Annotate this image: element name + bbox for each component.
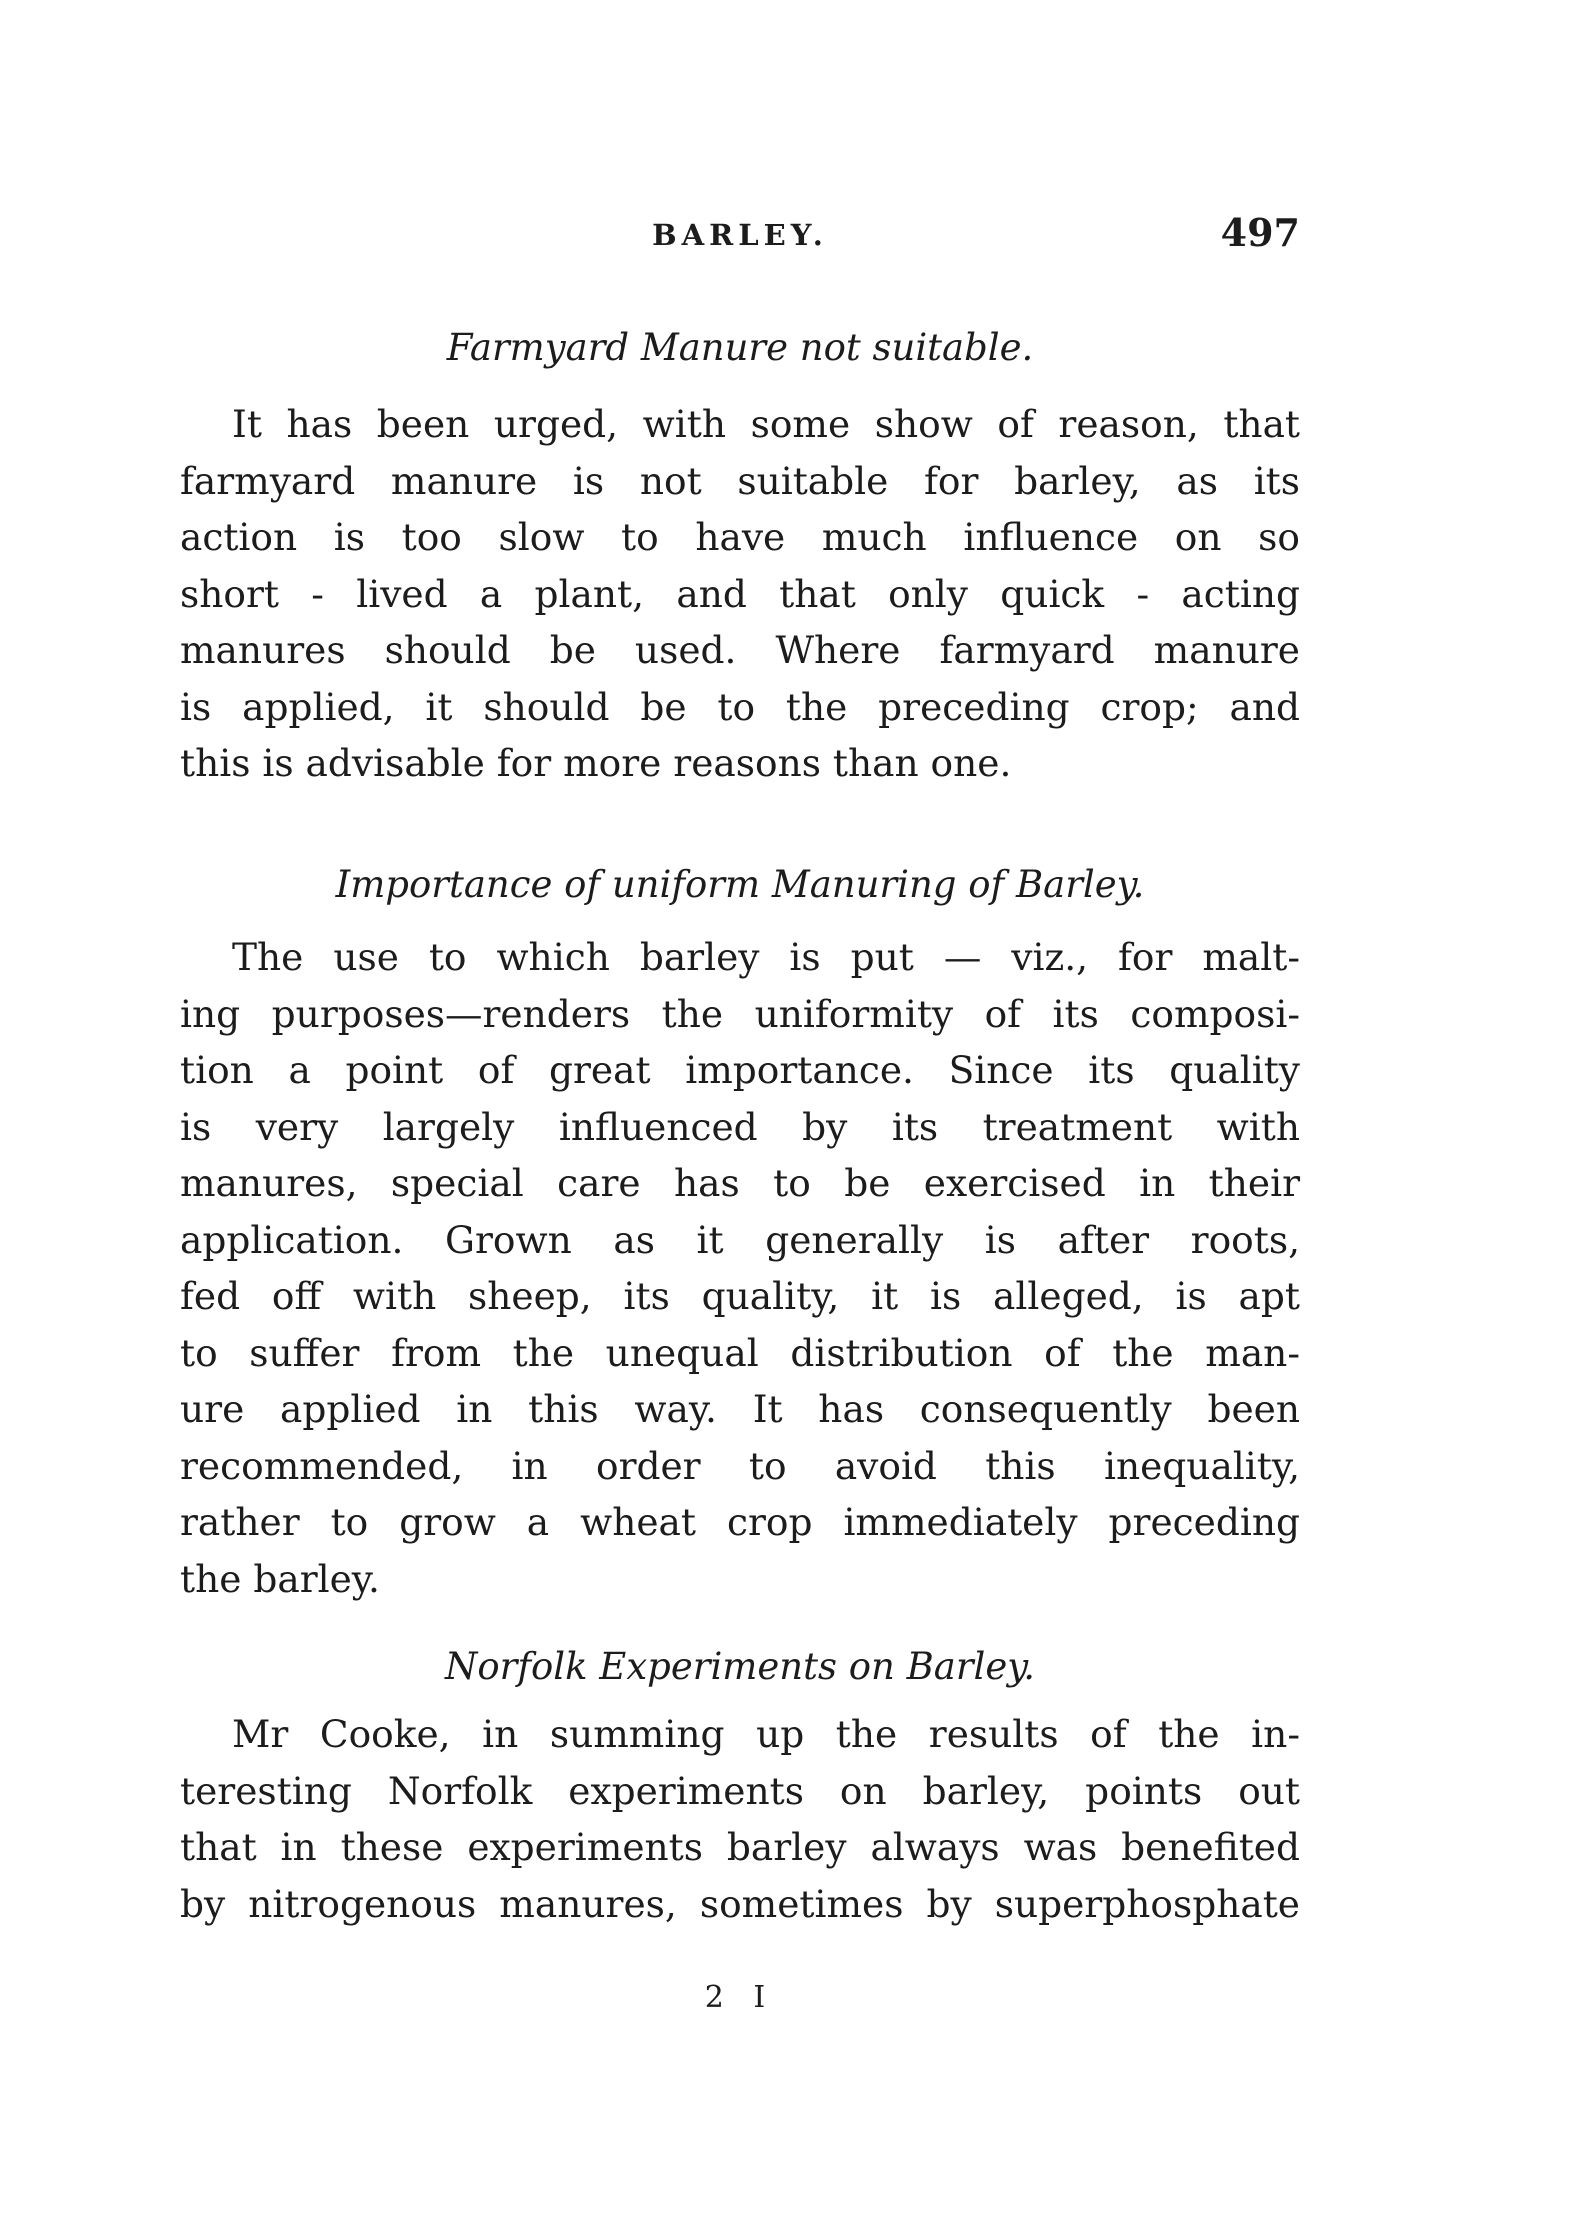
text-line: by nitrogenous manures, sometimes by superphosphate [180,1881,1300,1926]
paragraph-uniform-manuring [180,929,1300,1607]
section-heading-norfolk-experiments: Norfolk Experiments on Barley. [444,1645,1035,1688]
page-number: 497 [1220,210,1300,255]
text-line: fed off with sheep, its quality, it is alleged, is apt [180,1274,1300,1318]
text-line: It has been urged, with some show of reason, that [232,402,1300,446]
section-heading-uniform-manuring: Importance of uniform Manuring of Barley. [335,863,1145,906]
text-line: is very largely influenced by its treatment with [180,1104,1300,1149]
text-line: teresting Norfolk experiments on barley, points out [180,1768,1300,1813]
signature-mark: 2 I [704,1980,776,2015]
text-line: that in these experiments barley always was benefited [180,1825,1300,1869]
text-line: ing purposes—renders the uniformity of its composi- [180,991,1300,1036]
text-line: this is advisable for more reasons than one. [180,741,1012,785]
running-head [180,206,1300,266]
text-line: short - lived a plant, and that only quick - acting [180,571,1300,616]
text-line: Mr Cooke, in summing up the results of the in- [232,1712,1300,1756]
text-line: is applied, it should be to the preceding crop; and [180,684,1300,729]
text-line: farmyard manure is not suitable for barley, as its [180,458,1300,503]
section-heading-farmyard-manure: Farmyard Manure not suitable. [446,326,1034,369]
text-line: manures should be used. Where farmyard manure [180,628,1300,672]
text-line: recommended, in order to avoid this inequality, [180,1443,1300,1488]
text-line: the barley. [180,1556,380,1601]
text-line: action is too slow to have much influence on so [180,515,1300,559]
paragraph-norfolk-experiments [180,1706,1300,1932]
text-line: manures, special care has to be exercised in their [180,1161,1300,1205]
text-line: to suffer from the unequal distribution of the man- [180,1330,1300,1375]
text-line: rather to grow a wheat crop immediately preceding [180,1500,1300,1544]
paragraph-farmyard-manure [180,396,1300,792]
text-line: The use to which barley is put — viz., for malt- [232,935,1300,979]
text-line: application. Grown as it generally is after roots, [180,1217,1300,1262]
text-line: ure applied in this way. It has consequently been [180,1387,1300,1431]
text-line: tion a point of great importance. Since its quality [180,1048,1300,1092]
running-title: BARLEY. [652,218,828,252]
